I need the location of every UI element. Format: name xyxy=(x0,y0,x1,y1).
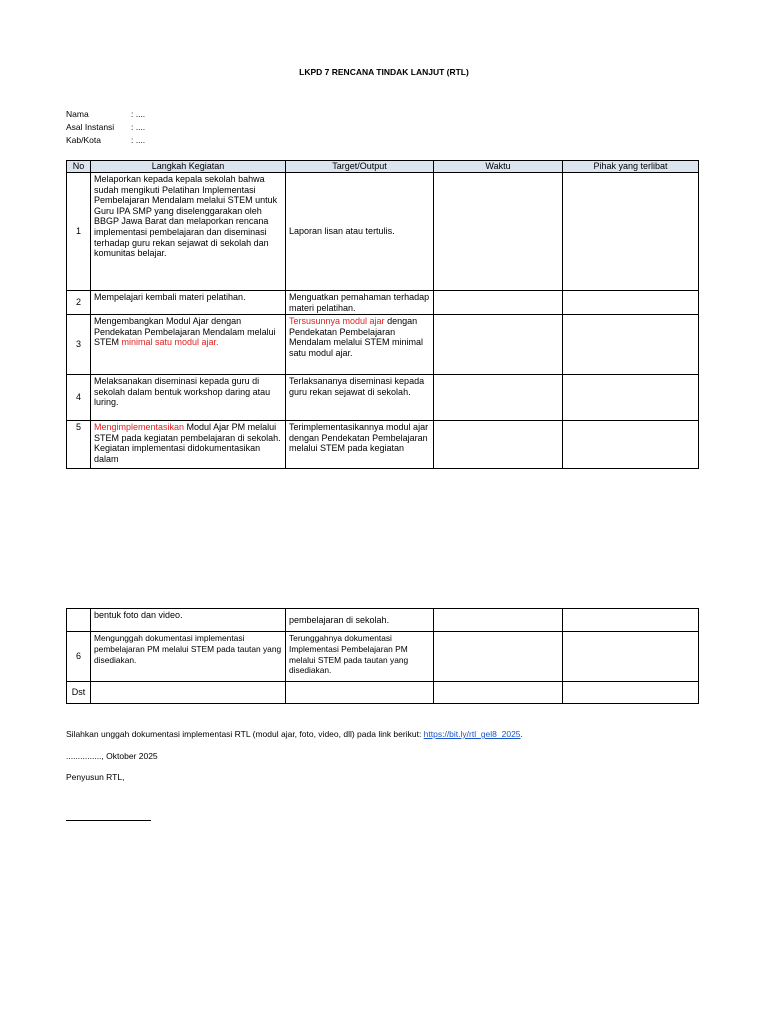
upload-note xyxy=(66,729,523,739)
row-waktu-cell[interactable] xyxy=(434,315,563,375)
row-no: Dst xyxy=(67,682,91,704)
row-langkah xyxy=(91,421,286,469)
row-target-text: dengan Pendekatan Pembelajaran Mendalam melalui STEM minimal satu modul ajar. xyxy=(289,316,424,358)
row-target xyxy=(286,682,434,704)
row-pihak-cell[interactable] xyxy=(563,291,699,315)
rtl-table xyxy=(66,160,699,469)
row-langkah: Melaporkan kepada kepala sekolah bahwa sudah mengikuti Pelatihan Implementasi Pembelajaran Mendalam melalui STEM untuk Guru IPA SMP yang diselenggarakan oleh BBGP Jawa Barat dan melaporkan rencana implementasi pembelajaran dan diseminasi terhadap guru rekan sejawat di sekolah dan komunitas belajar. xyxy=(91,173,286,291)
row-langkah: Mempelajari kembali materi pelatihan. xyxy=(91,291,286,315)
row-langkah-highlight: Mengimplementasikan xyxy=(94,422,185,433)
upload-note-text: Silahkan unggah dokumentasi implementasi RTL (modul ajar, foto, video, dll) pada link berikut: xyxy=(66,729,424,739)
upload-link[interactable]: https://bit.ly/rtl_gel8_2025 xyxy=(423,729,521,739)
row-no: 5 xyxy=(67,421,91,469)
row-langkah-highlight: minimal satu modul ajar. xyxy=(121,337,219,348)
row-langkah: bentuk foto dan video. xyxy=(91,609,286,632)
signature-line xyxy=(66,820,151,821)
row-target: Laporan lisan atau tertulis. xyxy=(286,173,434,291)
table-row xyxy=(67,291,699,315)
row-target: Terunggahnya dokumentasi Implementasi Pembelajaran PM melalui STEM pada tautan yang disediakan. xyxy=(286,632,434,682)
row-no: 1 xyxy=(67,173,91,291)
identity-kota xyxy=(66,134,145,147)
row-target: pembelajaran di sekolah. xyxy=(286,609,434,632)
row-no: 3 xyxy=(67,315,91,375)
row-no: 2 xyxy=(67,291,91,315)
identity-nama xyxy=(66,108,145,121)
table-row xyxy=(67,632,699,682)
table-row xyxy=(67,375,699,421)
header-target: Target/Output xyxy=(286,161,434,173)
row-pihak-cell[interactable] xyxy=(563,375,699,421)
upload-note-end: . xyxy=(520,729,523,739)
row-langkah: Melaksanakan diseminasi kepada guru di sekolah dalam bentuk workshop daring atau luring. xyxy=(91,375,286,421)
table-row xyxy=(67,315,699,375)
header-pihak: Pihak yang terlibat xyxy=(563,161,699,173)
row-target xyxy=(286,315,434,375)
date-line: ..............., Oktober 2025 xyxy=(66,751,158,761)
identity-value: : .... xyxy=(131,135,146,145)
row-langkah-text: Mengembangkan Modul Ajar dengan Pendekatan Pembelajaran Mendalam melalui STEM xyxy=(94,316,276,348)
row-waktu-cell[interactable] xyxy=(434,682,563,704)
identity-block xyxy=(66,108,145,147)
row-pihak-cell[interactable] xyxy=(563,632,699,682)
identity-value: : .... xyxy=(131,109,146,119)
identity-label: Kab/Kota xyxy=(66,135,101,145)
row-waktu-cell[interactable] xyxy=(434,291,563,315)
row-pihak-cell[interactable] xyxy=(563,682,699,704)
row-waktu-cell[interactable] xyxy=(434,375,563,421)
row-no: 6 xyxy=(67,632,91,682)
identity-label: Asal Instansi xyxy=(66,122,115,132)
identity-value: : .... xyxy=(131,122,146,132)
row-target: Terlaksananya diseminasi kepada guru rekan sejawat di sekolah. xyxy=(286,375,434,421)
signer-label: Penyusun RTL, xyxy=(66,772,125,782)
row-target: Terimplementasikannya modul ajar dengan Pendekatan Pembelajaran melalui STEM pada kegiatan xyxy=(286,421,434,469)
row-langkah: Mengunggah dokumentasi implementasi pembelajaran PM melalui STEM pada tautan yang disediakan. xyxy=(91,632,286,682)
row-waktu-cell[interactable] xyxy=(434,609,563,632)
table-row xyxy=(67,421,699,469)
row-pihak-cell[interactable] xyxy=(563,173,699,291)
identity-label: Nama xyxy=(66,109,89,119)
row-waktu-cell[interactable] xyxy=(434,632,563,682)
row-no xyxy=(67,609,91,632)
row-target-highlight: Tersusunnya modul ajar xyxy=(289,316,385,327)
row-waktu-cell[interactable] xyxy=(434,421,563,469)
row-langkah-text: Modul Ajar PM melalui STEM pada kegiatan pembelajaran di sekolah. Kegiatan implementasi didokumentasikan dalam xyxy=(94,422,281,464)
document-title: LKPD 7 RENCANA TINDAK LANJUT (RTL) xyxy=(299,67,469,77)
row-pihak-cell[interactable] xyxy=(563,609,699,632)
row-langkah xyxy=(91,682,286,704)
table-row xyxy=(67,682,699,704)
header-waktu: Waktu xyxy=(434,161,563,173)
row-pihak-cell[interactable] xyxy=(563,315,699,375)
row-target: Menguatkan pemahaman terhadap materi pelatihan. xyxy=(286,291,434,315)
row-waktu-cell[interactable] xyxy=(434,173,563,291)
header-langkah: Langkah Kegiatan xyxy=(91,161,286,173)
row-pihak-cell[interactable] xyxy=(563,421,699,469)
table-row xyxy=(67,609,699,632)
row-no: 4 xyxy=(67,375,91,421)
identity-instansi xyxy=(66,121,145,134)
table-header-row xyxy=(67,161,699,173)
table-row xyxy=(67,173,699,291)
header-no: No xyxy=(67,161,91,173)
row-langkah xyxy=(91,315,286,375)
rtl-table-continued xyxy=(66,608,699,704)
